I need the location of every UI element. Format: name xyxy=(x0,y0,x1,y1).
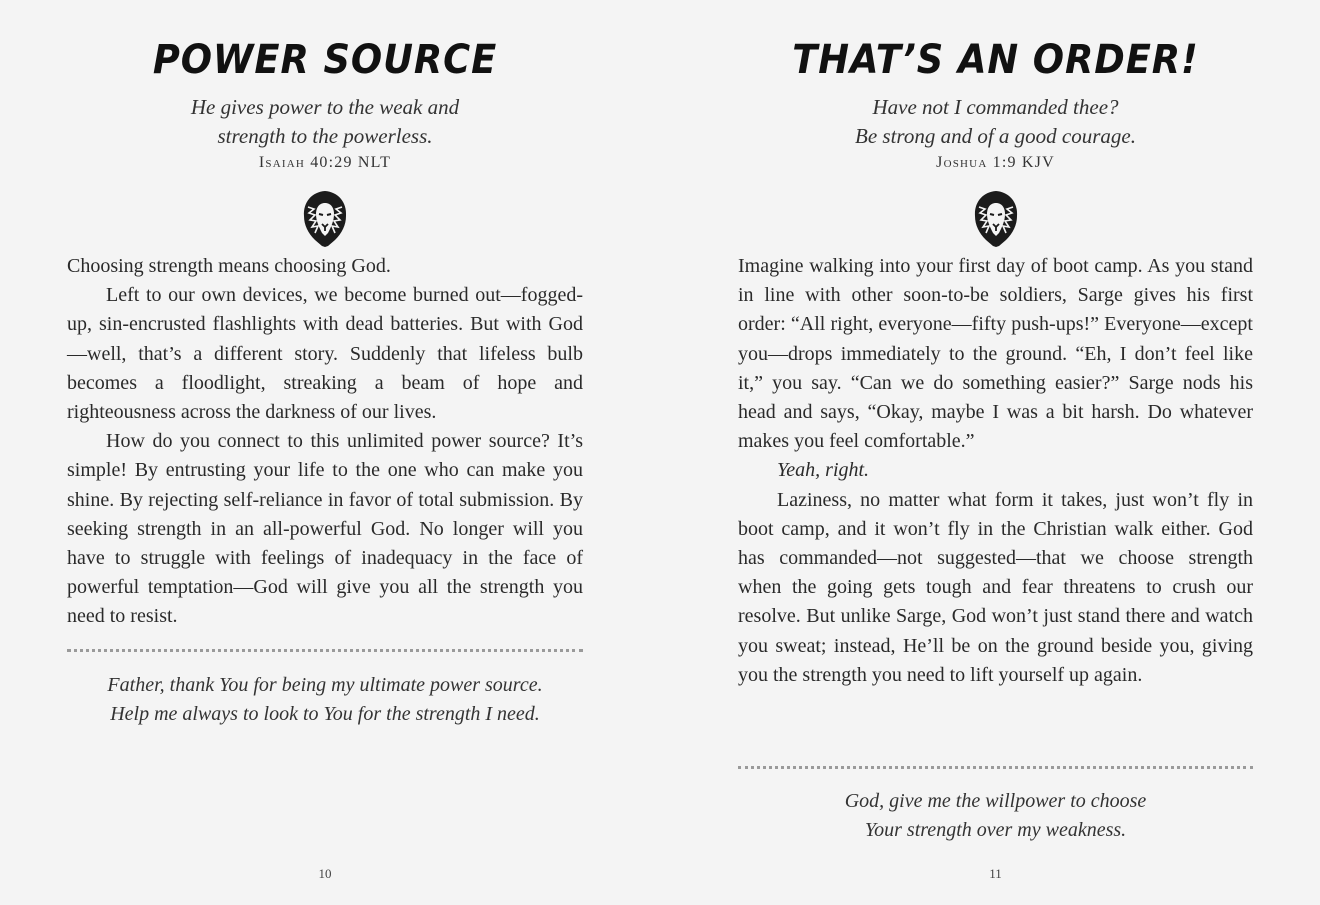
left-page xyxy=(67,0,583,905)
scripture-verse xyxy=(67,93,583,151)
page-title: THAT’S AN ORDER! xyxy=(792,37,1199,83)
verse-line: Be strong and of a good courage. xyxy=(855,124,1136,148)
verse-line: He gives power to the weak and xyxy=(190,95,460,119)
lion-head-icon xyxy=(969,189,1023,249)
prayer-line: God, give me the willpower to choose xyxy=(844,790,1147,812)
body-paragraph: Left to our own devices, we become burned out—fogged-up, sin-encrusted flashlights with dead batteries. But with God—well, that’s a different story. Suddenly that lifeless bulb becomes a floodlight, streaking a beam of hope and righteousness across the darkness of our lives. xyxy=(67,284,583,424)
right-page xyxy=(738,0,1253,905)
page-number: 11 xyxy=(989,866,1002,881)
devotional-body xyxy=(67,252,583,632)
scripture-reference: Joshua 1:9 KJV xyxy=(936,154,1055,171)
body-paragraph: Laziness, no matter what form it takes, just won’t fly in boot camp, and it won’t fly in the Christian walk either. God has commanded—not suggested—that we choose strength when the going gets tough and fear threatens to crush our resolve. But unlike Sarge, God won’t just stand there and watch you sweat; instead, He’ll be on the ground beside you, giving you the strength you need to lift yourself up again. xyxy=(738,488,1253,686)
prayer-line: Help me always to look to You for the strength I need. xyxy=(110,703,540,725)
verse-line: strength to the powerless. xyxy=(217,124,433,148)
page-number: 10 xyxy=(318,866,332,881)
devotional-body xyxy=(738,252,1253,690)
dotted-divider xyxy=(738,766,1253,769)
dotted-divider xyxy=(67,649,583,652)
lion-head-icon xyxy=(298,189,352,249)
page-title: POWER SOURCE xyxy=(152,37,498,83)
scripture-reference: Isaiah 40:29 NLT xyxy=(258,154,392,171)
prayer-line: Father, thank You for being my ultimate power source. xyxy=(107,674,543,696)
closing-prayer xyxy=(738,787,1253,845)
closing-prayer xyxy=(67,671,583,729)
body-paragraph: Choosing strength means choosing God. xyxy=(67,255,391,277)
scripture-verse xyxy=(738,93,1253,151)
body-paragraph: Yeah, right. xyxy=(777,459,870,482)
verse-line: Have not I commanded thee? xyxy=(872,95,1119,119)
body-paragraph: How do you connect to this unlimited power source? It’s simple! By entrusting your life to the one who can make you shine. By rejecting self-reliance in favor of total submission. By seeking strength in an all-powerful God. No longer will you have to struggle with feelings of inadequacy in the face of powerful temptation—God will give you all the strength you need to resist. xyxy=(67,430,583,628)
body-paragraph: Imagine walking into your first day of boot camp. As you stand in line with other soon-to-be soldiers, Sarge gives his first order: “All right, everyone—fifty push-ups!” Everyone—except you—drops immediately to the ground. “Eh, I don’t feel like it,” you say. “Can we do something easier?” Sarge nods his head and says, “Okay, maybe I was a bit harsh. Do whatever makes you feel comfortable.” xyxy=(738,255,1253,453)
prayer-line: Your strength over my weakness. xyxy=(864,819,1127,841)
